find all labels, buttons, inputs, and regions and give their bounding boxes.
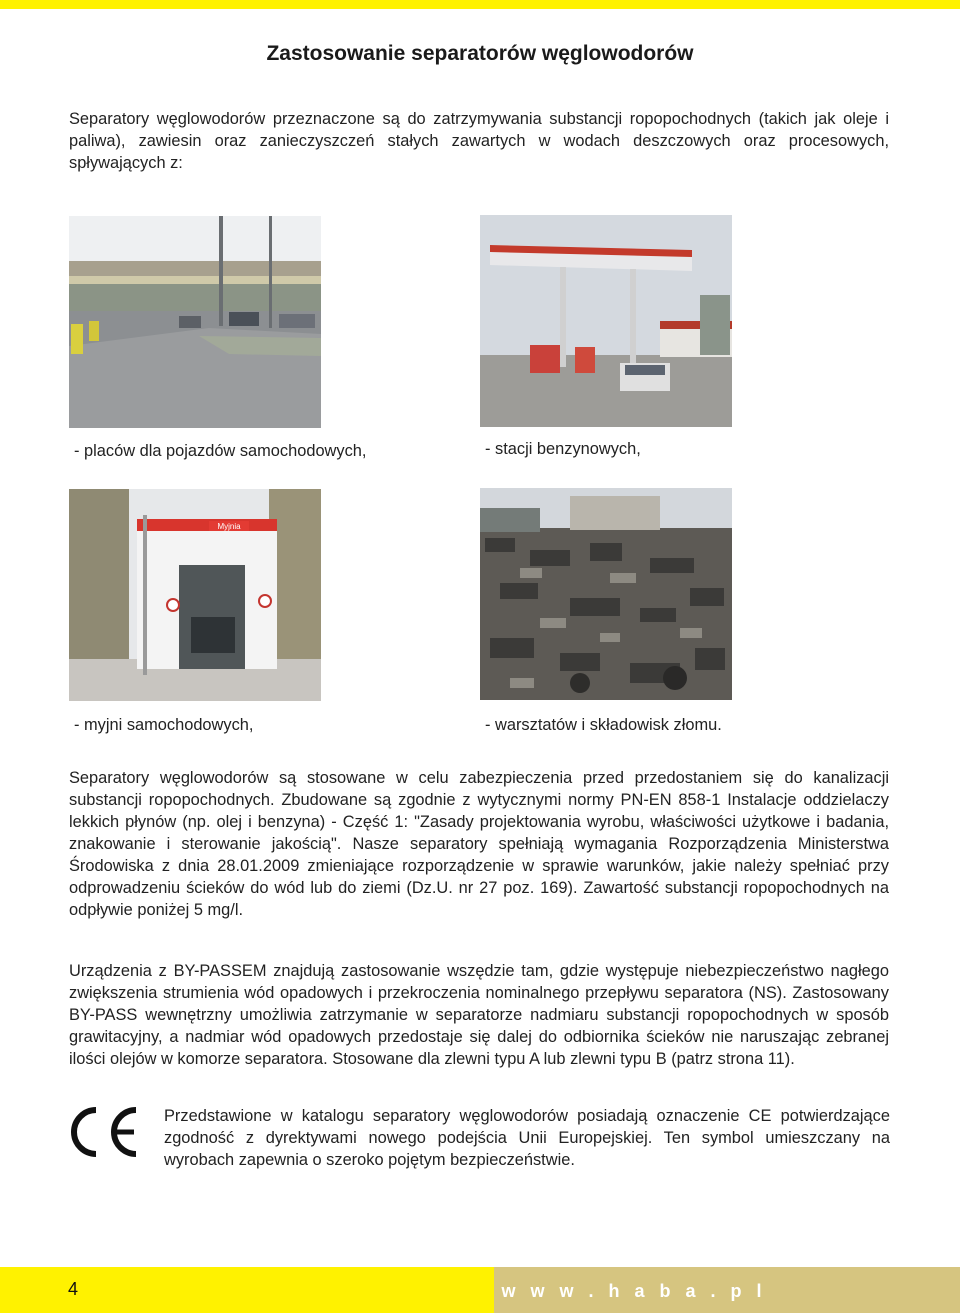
petrol-station-photo — [480, 215, 732, 427]
standards-paragraph: Separatory węglowodorów są stosowane w celu zabezpieczenia przed przedostaniem się do kanalizacji substancji ropopochodnych. Zbudowane są zgodnie z wytycznymi normy PN-EN 858-1 Instalacje oddzielaczy lekkich płynów (np. olej i benzyna) - Część 1: "Zasady projektowania wyrobu, właściwości użytkowe i badania, znakowanie i sterowanie jakością". Nasze separatory spełniają wymagania Rozporządzenia Ministerstwa Środowiska z dnia 28.01.2009 zmieniające rozporządzenie w sprawie warunków, jakie należy spełniać przy odprowadzeniu ścieków do wód lub do ziemi (Dz.U. nr 27 poz. 169). Zawartość substancji ropopochodnych na odpływie poniżej 5 mg/l. — [69, 769, 889, 919]
intro-paragraph: Separatory węglowodorów przeznaczone są do zatrzymywania substancji ropopochodnych (takich jak oleje i paliwa), zawiesin oraz zanieczyszczeń stałych zawartych w wodach deszczowych oraz procesowych, spływających z: — [69, 110, 889, 172]
caption-scrapyard: - warsztatów i składowisk złomu. — [485, 716, 722, 734]
top-accent-bar — [0, 0, 960, 9]
ce-description: Przedstawione w katalogu separatory węglowodorów posiadają oznaczenie CE potwierdzające zgodność z dyrektywami nowego podejścia Unii Europejskiej. Ten symbol umieszczany na wyrobach zapewnia o szeroko pojętym bezpieczeństwie. — [164, 1107, 890, 1169]
caption-petrol: - stacji benzynowych, — [485, 440, 641, 458]
car-wash-sign: Myjnia — [217, 522, 241, 531]
page-title: Zastosowanie separatorów węglowodorów — [266, 42, 694, 65]
caption-parking: - placów dla pojazdów samochodowych, — [74, 442, 367, 460]
bypass-paragraph: Urządzenia z BY-PASSEM znajdują zastosowanie wszędzie tam, gdzie występuje niebezpieczeństwo nagłego zwiększenia strumienia wód opadowych i przekroczenia nominalnego przepływu separatora (NS). Zastosowany BY-PASS wewnętrzny umożliwia zatrzymanie w separatorze nadmiaru substancji ropopochodnych w sposób grawitacyjny, a nadmiar wód opadowych przedostaje się dalej do odbiornika ścieków nie naruszając zebranej ilości olejów w komorze separatora. Stosowane dla zlewni typu A lub zlewni typu B (patrz strona 11). — [69, 962, 889, 1068]
ce-mark-icon — [66, 1104, 142, 1160]
page-number: 4 — [68, 1279, 79, 1299]
car-wash-photo — [69, 489, 321, 701]
caption-carwash: - myjni samochodowych, — [74, 716, 254, 734]
scrapyard-photo — [480, 488, 732, 700]
website-link[interactable]: w w w . h a b a . p l — [501, 1281, 767, 1301]
parking-lot-photo — [69, 216, 321, 428]
